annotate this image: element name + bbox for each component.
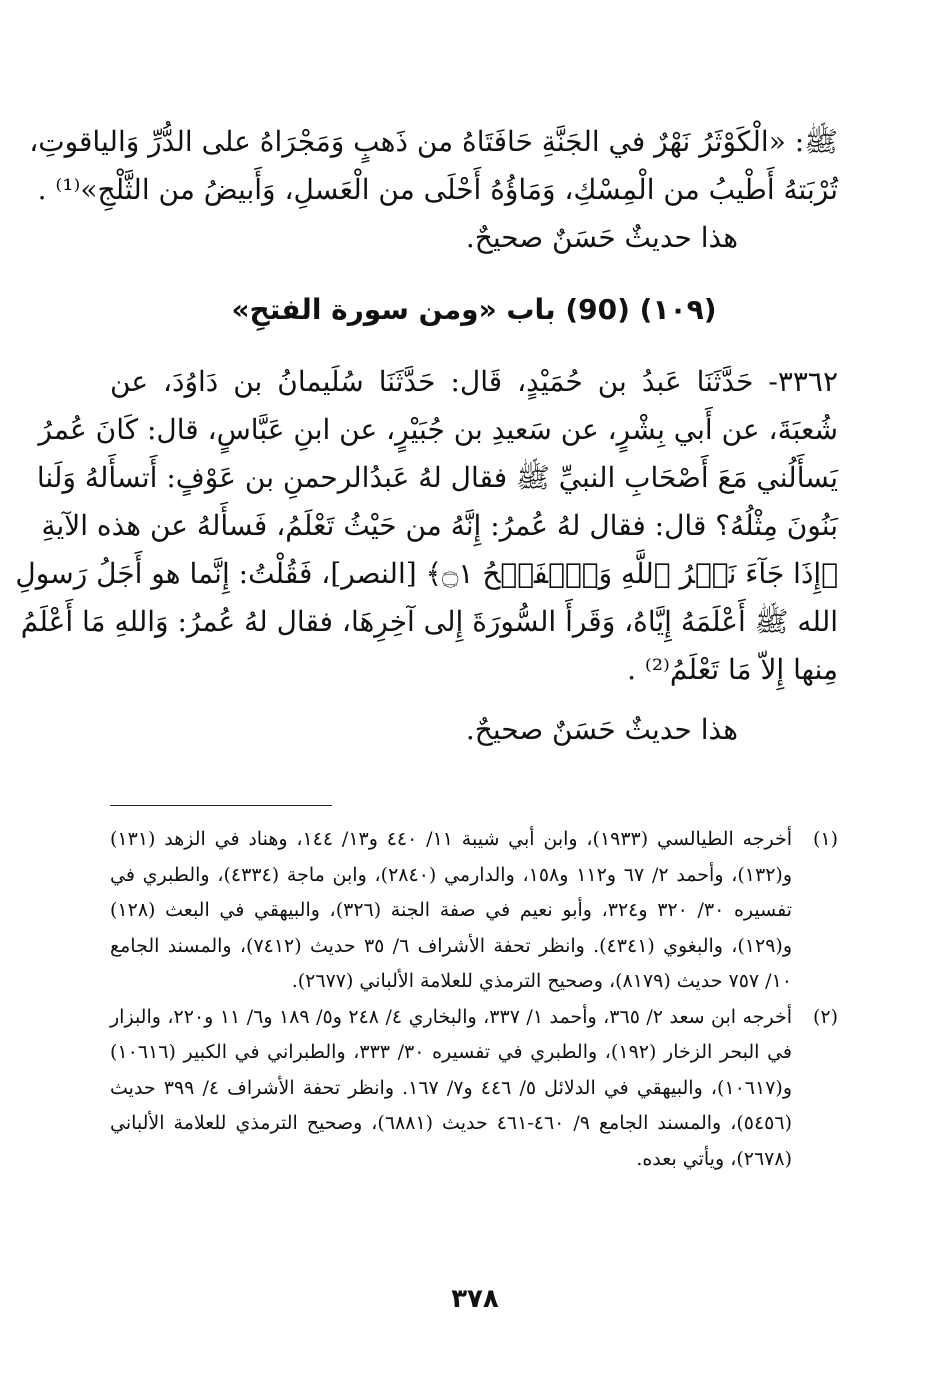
footnote-number: (١) (812, 828, 838, 850)
footnotes (110, 822, 838, 1177)
text-line: مِنها إِلاّ مَا تَعْلَمُ⁽²⁾ . (627, 653, 838, 686)
footnote-text: أخرجه الطيالسي (١٩٣٣)، وابن أبي شيبة ١١/ ٤٤٠ و١٣/ ١٤٤، وهناد في الزهد (١٣١) و(١٣٢)، وأحمد ٢/ ٦٧ و١١٢ و١٥٨، والدارمي (٢٨٤٠)، وابن ماجة (٤٣٣٤)، والطبري في تفسيره ٣٠/ ٣٢٠ و٣٢٤، وأبو نعيم في صفة الجنة (٣٢٦)، والبيهقي في البعث (١٢٨) و(١٢٩)، والبغوي (٤٣٤١). وانظر تحفة الأشراف ٦/ ٣٥ حديث (٧٤١٢)، والمسند الجامع ١٠/ ٧٥٧ حديث (٨١٧٩)، وصحيح الترمذي للعلامة الألباني (٢٦٧٧). (110, 828, 793, 992)
footnote-separator (110, 805, 332, 806)
text-line: ﴿إِذَا جَآءَ نَصۡرُ ٱللَّهِ وَٱلۡفَتۡحُ ۝١﴾ [النصر]، فَقُلْتُ: إِنَّما هو أَجَلُ رَسولِ (15, 557, 838, 590)
footnote-number: (٢) (812, 1005, 838, 1028)
hadith-grading: هذا حديثٌ حَسَنٌ صحيحٌ. (465, 713, 738, 746)
text-line: بَنُونَ مِثْلُهُ؟ قال: فقال لهُ عُمرُ: إِنَّهُ من حَيْثُ تَعْلَمُ، فَسأَلهُ عن هذه الآيةِ (41, 509, 838, 542)
text-line: ٣٣٦٢- حَدَّثَنَا عَبدُ بن حُمَيْدٍ، قَال: حَدَّثَنَا سُلَيمانُ بن دَاوُدَ، عن (110, 365, 838, 398)
footnote-text: أخرجه ابن سعد ٢/ ٣٦٥، وأحمد ١/ ٣٣٧، والبخاري ٤/ ٢٤٨ و٥/ ١٨٩ و٦/ ١١ و٢٢٠، والبزار في البحر الزخار (١٩٢)، والطبري في تفسيره ٣٠/ ٣٣٣، والطبراني في الكبير (١٠٦١٦) و(١٠٦١٧)، والبيهقي في الدلائل ٥/ ٤٤٦ و٧/ ١٦٧. وانظر تحفة الأشراف ٤/ ٣٩٩ حديث (٥٤٥٦)، والمسند الجامع ٩/ ٤٦٠-٤٦١ حديث (٦٨٨١)، وصحيح الترمذي للعلامة الألباني (٢٦٧٨)، ويأتي بعده. (110, 1005, 792, 1170)
text-line: يَسأَلُني مَعَ أَصْحَابِ النبيِّ ﷺ فقال لهُ عَبدُالرحمنِ بن عَوْفٍ: أَتسأَلهُ وَلَنا (36, 461, 838, 494)
text-line: ﷺ: «الْكَوْثَرُ نَهْرٌ في الجَنَّةِ حَافَتَاهُ من ذَهبٍ وَمَجْرَاهُ على الدُّرِّ وَالياقوتِ، (29, 125, 838, 158)
text-line: تُرْبَتهُ أَطْيبُ من الْمِسْكِ، وَمَاؤُهُ أَحْلَى من الْعَسلِ، وَأَبيضُ من الثَّلْجِ»⁽¹⁾ . (37, 173, 838, 206)
text-line: شُعبَةَ، عن أَبي بِشْرٍ، عن سَعيدِ بن جُبَيْرٍ، عن ابنِ عَبَّاسٍ، قال: كَانَ عُمرُ (38, 413, 838, 446)
footnote (110, 1000, 838, 1178)
page-number: ٣٧٨ (451, 1284, 499, 1314)
chapter-heading: (١٠٩) (90) باب «ومن سورة الفتحِ» (231, 293, 717, 326)
hadith-grading: هذا حديثٌ حَسَنٌ صحيحٌ. (465, 221, 738, 254)
text-line: الله ﷺ أَعْلَمَهُ إِيَّاهُ، وَقَرأَ السُّورَةَ إِلى آخِرِهَا، فقال لهُ عُمرُ: وَاللهِ مَا أَعْلَمُ (20, 605, 838, 638)
main-text (15, 118, 838, 754)
footnote (110, 822, 838, 1000)
